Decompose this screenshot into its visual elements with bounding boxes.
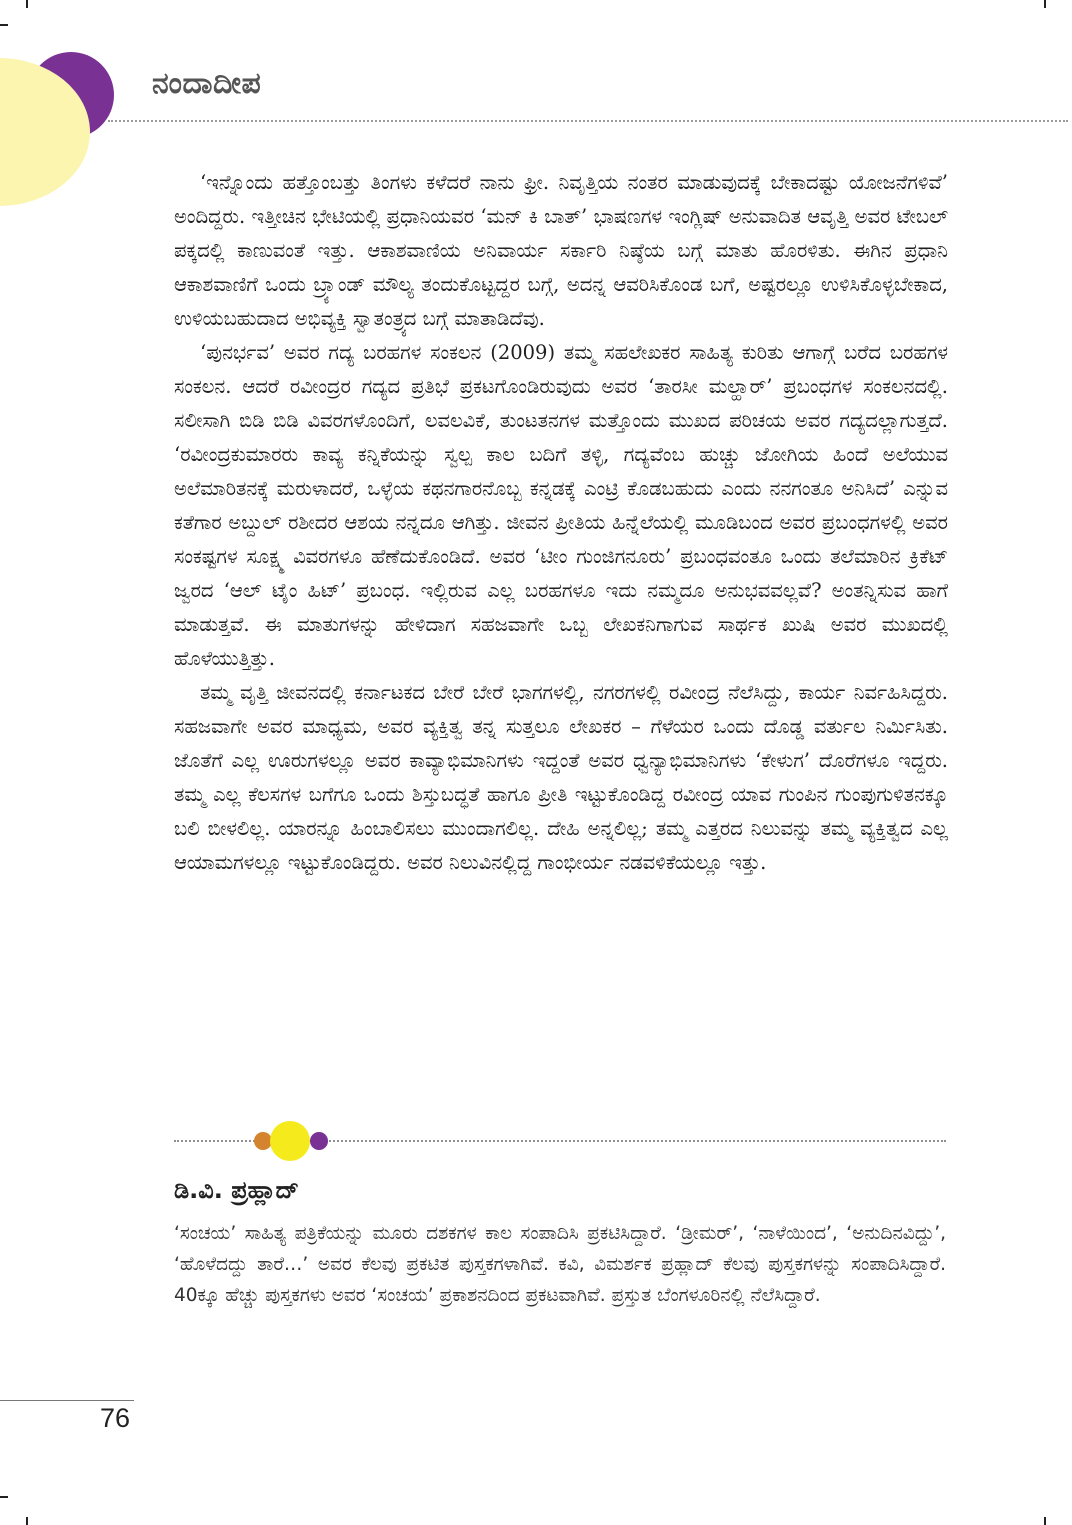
author-name: ಡಿ.ವಿ. ಪ್ರಹ್ಲಾದ್ [174,1176,299,1204]
crop-mark-top-left [26,0,28,8]
article-paragraph-2: ‘ಪುನರ್ಭವ’ ಅವರ ಗದ್ಯ ಬರಹಗಳ ಸಂಕಲನ (2009) ತಮ್ಮ ಸಹಲೇಖಕರ ಸಾಹಿತ್ಯ ಕುರಿತು ಆಗಾಗ್ಗೆ ಬರೆದ ಬರಹಗಳ ಸಂಕಲನ. ಆದರೆ ರವೀಂದ್ರರ ಗದ್ಯದ ಪ್ರತಿಭೆ ಪ್ರಕಟಗೊಂಡಿರುವುದು ಅವರ ‘ತಾರಸೀ ಮಲ್ಹಾರ್’ ಪ್ರಬಂಧಗಳ ಸಂಕಲನದಲ್ಲಿ. ಸಲೀಸಾಗಿ ಬಿಡಿ ಬಿಡಿ ವಿವರಗಳೊಂದಿಗೆ, ಲವಲವಿಕೆ, ತುಂಟತನಗಳ ಮತ್ತೊಂದು ಮುಖದ ಪರಿಚಯ ಅವರ ಗದ್ಯದಲ್ಲಾಗುತ್ತದೆ. ‘ರವೀಂದ್ರಕುಮಾರರು ಕಾವ್ಯ ಕನ್ನಿಕೆಯನ್ನು ಸ್ವಲ್ಪ ಕಾಲ ಬದಿಗೆ ತಳ್ಳಿ, ಗದ್ಯವೆಂಬ ಹುಚ್ಚು ಜೋಗಿಯ ಹಿಂದೆ ಅಲೆಯುವ ಅಲೆಮಾರಿತನಕ್ಕೆ ಮರುಳಾದರೆ, ಒಳ್ಳೆಯ ಕಥನಗಾರನೊಬ್ಬ ಕನ್ನಡಕ್ಕೆ ಎಂಟ್ರಿ ಕೊಡಬಹುದು ಎಂದು ನನಗಂತೂ ಅನಿಸಿದೆ’ ಎನ್ನುವ ಕತೆಗಾರ ಅಬ್ದುಲ್ ರಶೀದರ ಆಶಯ ನನ್ನದೂ ಆಗಿತ್ತು. ಜೀವನ ಪ್ರೀತಿಯ ಹಿನ್ನೆಲೆಯಲ್ಲಿ ಮೂಡಿಬಂದ ಅವರ ಪ್ರಬಂಧಗಳಲ್ಲಿ ಅವರ ಸಂಕಷ್ಟಗಳ ಸೂಕ್ಷ್ಮ ವಿವರಗಳೂ ಹೆಣೆದುಕೊಂಡಿದೆ. ಅವರ ‘ಟೀಂ ಗುಂಜಿಗನೂರು’ ಪ್ರಬಂಧವಂತೂ ಒಂದು ತಲೆಮಾರಿನ ಕ್ರಿಕೆಟ್ ಜ್ವರದ ‘ಆಲ್ ಟೈಂ ಹಿಟ್’ ಪ್ರಬಂಧ. ಇಲ್ಲಿರುವ ಎಲ್ಲ ಬರಹಗಳೂ ಇದು ನಮ್ಮದೂ ಅನುಭವವಲ್ಲವೆ? ಅಂತನ್ನಿಸುವ ಹಾಗೆ ಮಾಡುತ್ತವೆ. ಈ ಮಾತುಗಳನ್ನು ಹೇಳಿದಾಗ ಸಹಜವಾಗೇ ಒಬ್ಬ ಲೇಖಕನಿಗಾಗುವ ಸಾರ್ಥಕ ಖುಷಿ ಅವರ ಮುಖದಲ್ಲಿ ಹೊಳೆಯುತ್ತಿತ್ತು. [174,341,948,670]
crop-mark-bottom-left [26,1517,28,1525]
crop-mark-left-bottom [0,1496,8,1498]
separator-yellow-dot [270,1121,310,1161]
separator-purple-dot [310,1132,328,1150]
footer-rule [0,1400,134,1401]
article-paragraph-3: ತಮ್ಮ ವೃತ್ತಿ ಜೀವನದಲ್ಲಿ ಕರ್ನಾಟಕದ ಬೇರೆ ಬೇರೆ ಭಾಗಗಳಲ್ಲಿ, ನಗರಗಳಲ್ಲಿ ರವೀಂದ್ರ ನೆಲೆಸಿದ್ದು, ಕಾರ್ಯ ನಿರ್ವಹಿಸಿದ್ದರು. ಸಹಜವಾಗೇ ಅವರ ಮಾಧ್ಯಮ, ಅವರ ವ್ಯಕ್ತಿತ್ವ ತನ್ನ ಸುತ್ತಲೂ ಲೇಖಕರ – ಗೆಳೆಯರ ಒಂದು ದೊಡ್ಡ ವರ್ತುಲ ನಿರ್ಮಿಸಿತು. ಜೊತೆಗೆ ಎಲ್ಲ ಊರುಗಳಲ್ಲೂ ಅವರ ಕಾವ್ಯಾಭಿಮಾನಿಗಳು ಇದ್ದಂತೆ ಅವರ ಧ್ವನ್ಯಾಭಿಮಾನಿಗಳು ‘ಕೇಳುಗ’ ದೊರೆಗಳೂ ಇದ್ದರು. ತಮ್ಮ ಎಲ್ಲ ಕೆಲಸಗಳ ಬಗೆಗೂ ಒಂದು ಶಿಸ್ತುಬದ್ಧತೆ ಹಾಗೂ ಪ್ರೀತಿ ಇಟ್ಟುಕೊಂಡಿದ್ದ ರವೀಂದ್ರ ಯಾವ ಗುಂಪಿನ ಗುಂಪುಗುಳಿತನಕ್ಕೂ ಬಲಿ ಬೀಳಲಿಲ್ಲ. ಯಾರನ್ನೂ ಹಿಂಬಾಲಿಸಲು ಮುಂದಾಗಲಿಲ್ಲ. ದೇಹಿ ಅನ್ನಲಿಲ್ಲ; ತಮ್ಮ ಎತ್ತರದ ನಿಲುವನ್ನು ತಮ್ಮ ವ್ಯಕ್ತಿತ್ವದ ಎಲ್ಲ ಆಯಾಮಗಳಲ್ಲೂ ಇಟ್ಟುಕೊಂಡಿದ್ದರು. ಅವರ ನಿಲುವಿನಲ್ಲಿದ್ದ ಗಾಂಭೀರ್ಯ ನಡವಳಿಕೆಯಲ್ಲೂ ಇತ್ತು. [174,681,948,874]
article-paragraph-1: ‘ಇನ್ನೊಂದು ಹತ್ತೊಂಬತ್ತು ತಿಂಗಳು ಕಳೆದರೆ ನಾನು ಫ್ರೀ. ನಿವೃತ್ತಿಯ ನಂತರ ಮಾಡುವುದಕ್ಕೆ ಬೇಕಾದಷ್ಟು ಯೋಜನೆಗಳಿವೆ’ ಅಂದಿದ್ದರು. ಇತ್ತೀಚಿನ ಭೇಟಿಯಲ್ಲಿ ಪ್ರಧಾನಿಯವರ ‘ಮನ್ ಕಿ ಬಾತ್’ ಭಾಷಣಗಳ ಇಂಗ್ಲಿಷ್ ಅನುವಾದಿತ ಆವೃತ್ತಿ ಅವರ ಟೇಬಲ್ ಪಕ್ಕದಲ್ಲಿ ಕಾಣುವಂತೆ ಇತ್ತು. ಆಕಾಶವಾಣಿಯ ಅನಿವಾರ್ಯ ಸರ್ಕಾರಿ ನಿಷ್ಠೆಯ ಬಗ್ಗೆ ಮಾತು ಹೊರಳಿತು. ಈಗಿನ ಪ್ರಧಾನಿ ಆಕಾಶವಾಣಿಗೆ ಒಂದು ಬ್ರ್ಯಾಂಡ್ ಮೌಲ್ಯ ತಂದುಕೊಟ್ಟದ್ದರ ಬಗ್ಗೆ, ಅದನ್ನ ಆವರಿಸಿಕೊಂಡ ಬಗೆ, ಅಷ್ಟರಲ್ಲೂ ಉಳಿಸಿಕೊಳ್ಳಬೇಕಾದ, ಉಳಿಯಬಹುದಾದ ಅಭಿವ್ಯಕ್ತಿ ಸ್ವಾತಂತ್ರ್ಯದ ಬಗ್ಗೆ ಮಾತಾಡಿದೆವು. [174,171,948,330]
page-number: 76 [100,1403,131,1433]
crop-mark-left-top [0,24,8,26]
crop-mark-bottom-right [1044,1517,1046,1525]
crop-mark-top-right [1044,0,1046,8]
header-dotted-rule [108,120,1068,122]
article-body [174,166,948,880]
page-title: ನಂದಾದೀಪ [152,66,262,101]
author-bio: ‘ಸಂಚಯ’ ಸಾಹಿತ್ಯ ಪತ್ರಿಕೆಯನ್ನು ಮೂರು ದಶಕಗಳ ಕಾಲ ಸಂಪಾದಿಸಿ ಪ್ರಕಟಿಸಿದ್ದಾರೆ. ‘ಡ್ರೀಮರ್’, ‘ನಾಳೆಯಿಂದ’, ‘ಅನುದಿನವಿದ್ದು’, ‘ಹೊಳೆದದ್ದು ತಾರೆ…’ ಅವರ ಕೆಲವು ಪ್ರಕಟಿತ ಪುಸ್ತಕಗಳಾಗಿವೆ. ಕವಿ, ವಿಮರ್ಶಕ ಪ್ರಹ್ಲಾದ್ ಕೆಲವು ಪುಸ್ತಕಗಳನ್ನು ಸಂಪಾದಿಸಿದ್ದಾರೆ. 40ಕ್ಕೂ ಹೆಚ್ಚು ಪುಸ್ತಕಗಳು ಅವರ ‘ಸಂಚಯ’ ಪ್ರಕಾಶನದಿಂದ ಪ್ರಕಟವಾಗಿವೆ. ಪ್ರಸ್ತುತ ಬೆಂಗಳೂರಿನಲ್ಲಿ ನೆಲೆಸಿದ್ದಾರೆ. [174,1223,946,1306]
